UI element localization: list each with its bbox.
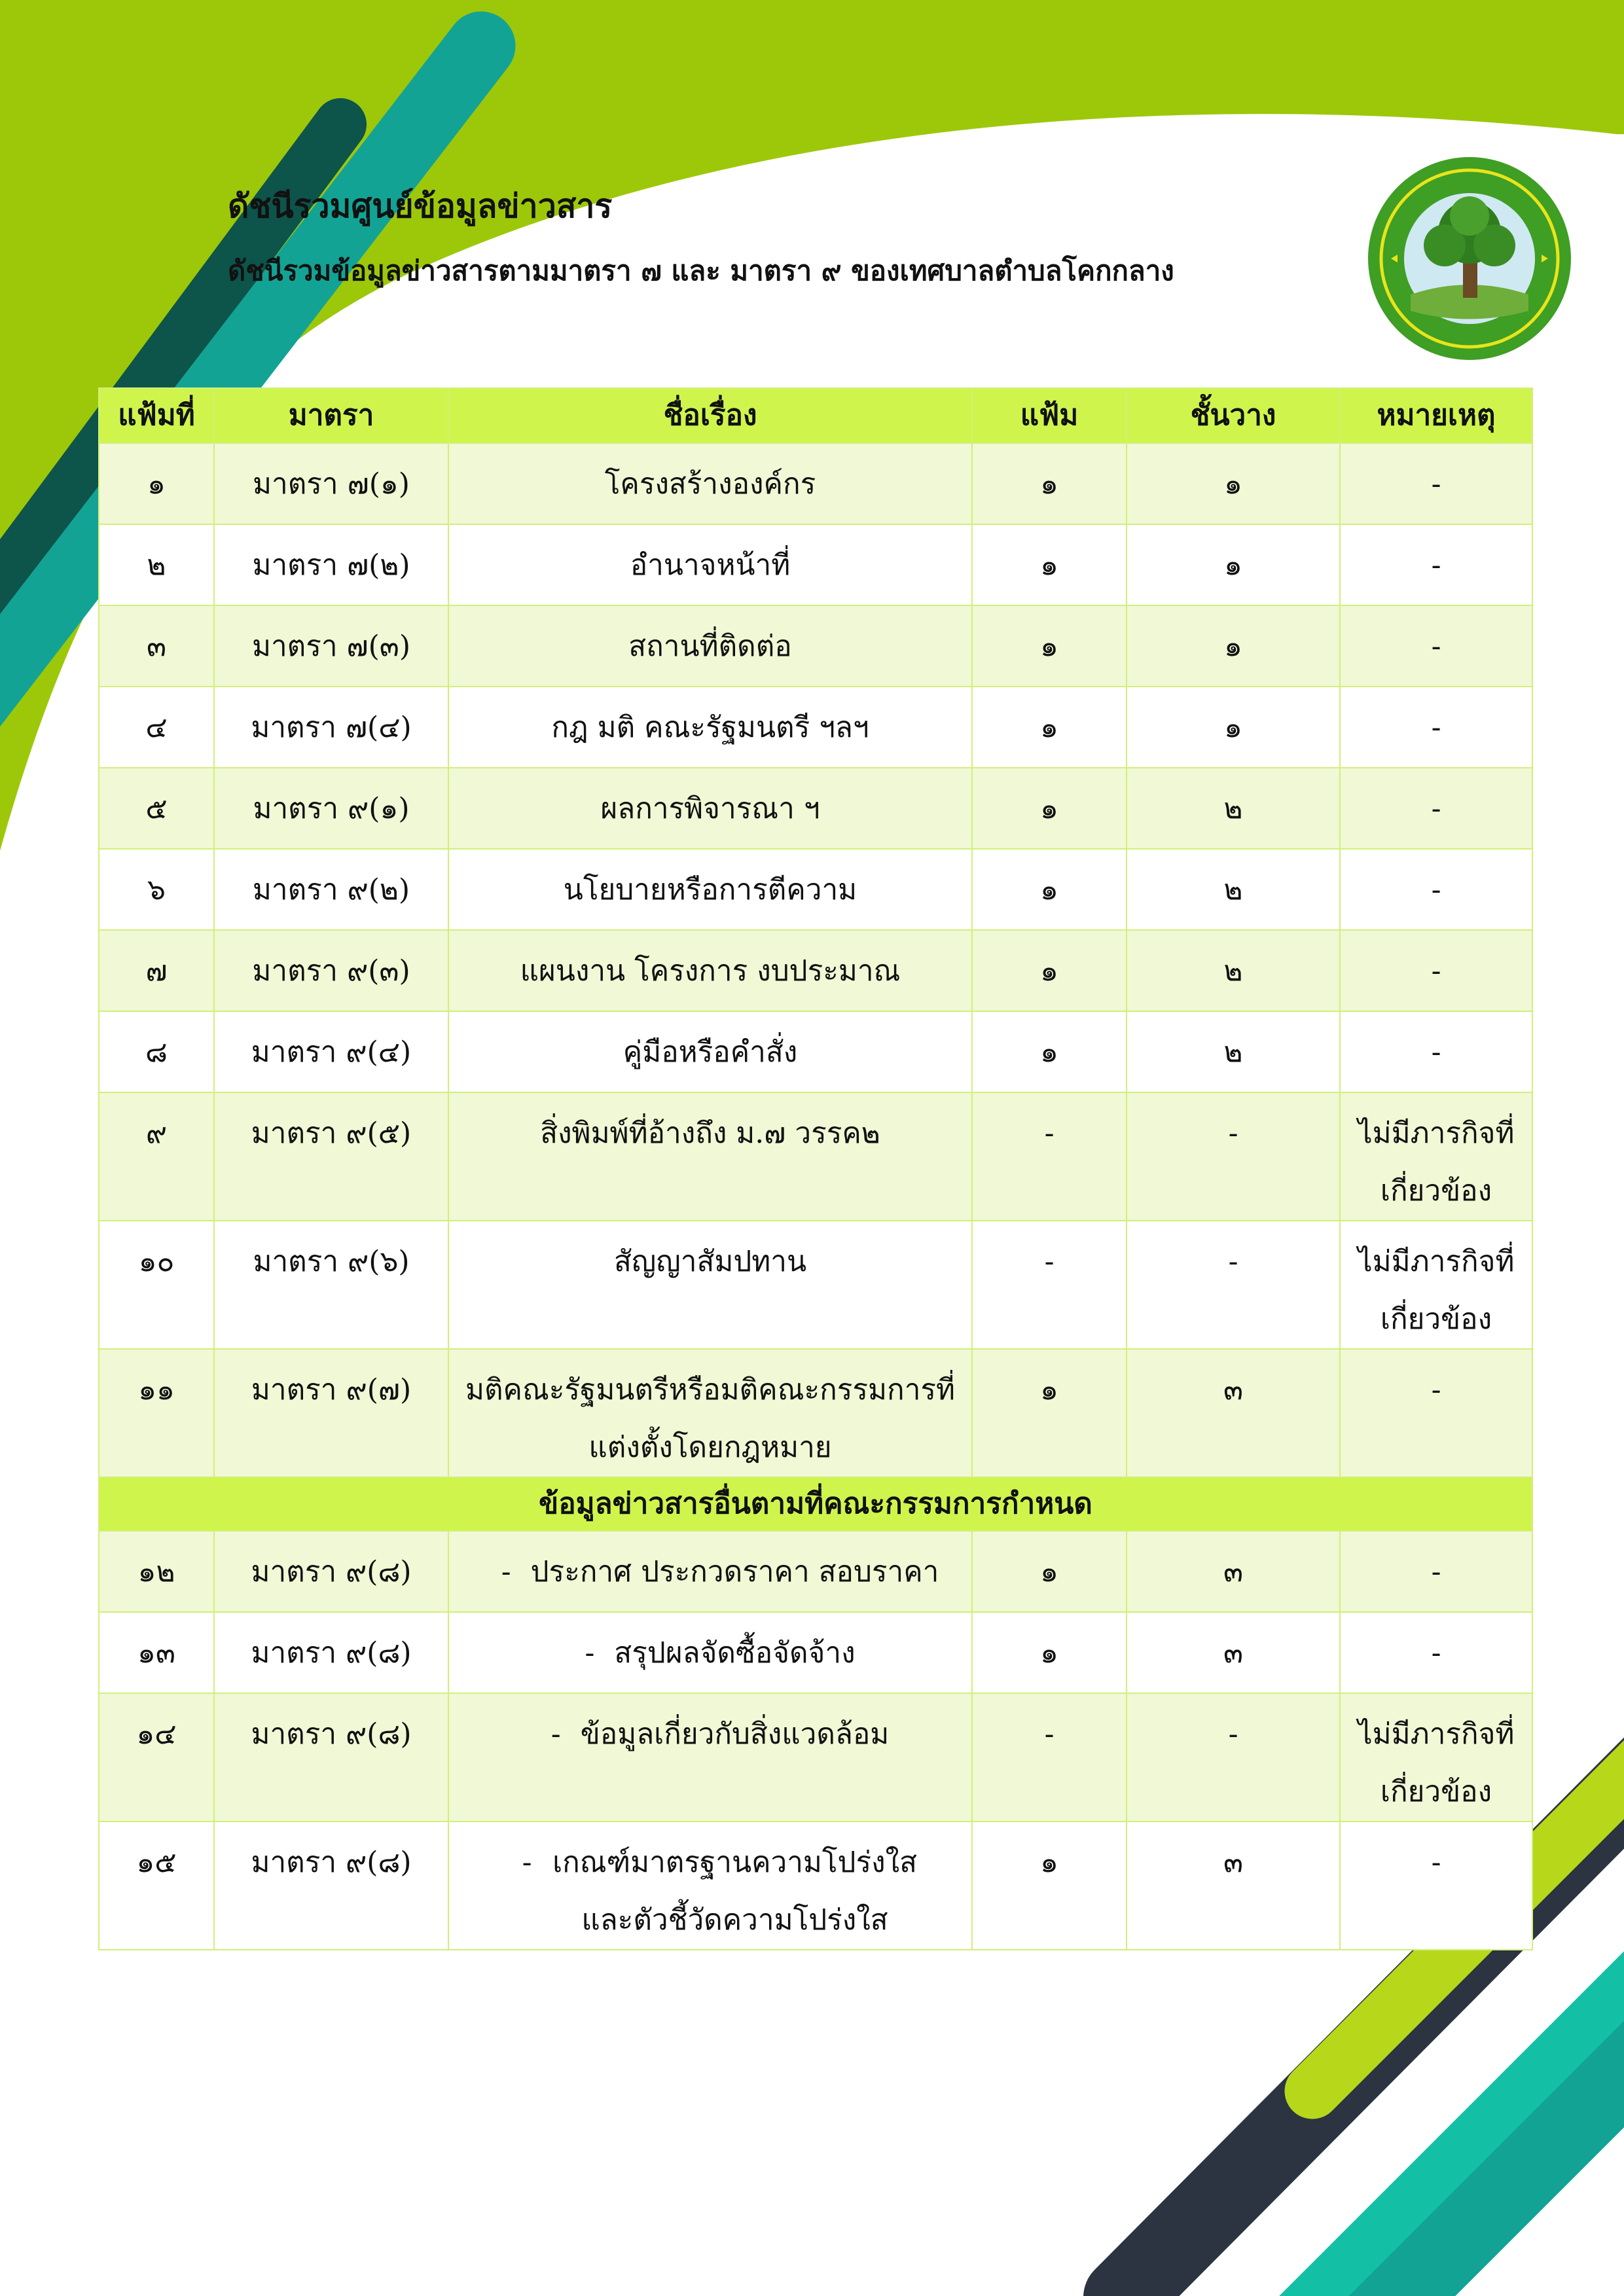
cell-note: -: [1340, 849, 1532, 930]
cell-no: ๑๐: [99, 1221, 214, 1349]
cell-shelf: ๓: [1127, 1612, 1340, 1693]
cell-note: ไม่มีภารกิจที่เกี่ยวข้อง: [1340, 1221, 1532, 1349]
header-shelf: ชั้นวาง: [1127, 388, 1340, 443]
cell-file: ๑: [972, 1011, 1127, 1092]
cell-file: ๑: [972, 1349, 1127, 1477]
cell-no: ๔: [99, 687, 214, 768]
page-subtitle: ดัชนีรวมข้อมูลข่าวสารตามมาตรา ๗ และ มาตรา ๙ ของเทศบาลตำบลโคกกลาง: [228, 255, 1174, 287]
table-row: [99, 1349, 1532, 1477]
bullet-dash: -: [501, 1555, 511, 1588]
table-row: [99, 768, 1532, 849]
cell-file: ๑: [972, 930, 1127, 1011]
cell-shelf: ๑: [1127, 443, 1340, 524]
cell-section: มาตรา ๙(๘): [214, 1693, 448, 1821]
cell-title: ผลการพิจารณา ฯ: [448, 768, 972, 849]
cell-title-text: ข้อมูลเกี่ยวกับสิ่งแวดล้อม: [580, 1717, 890, 1751]
header-title: ชื่อเรื่อง: [448, 388, 972, 443]
cell-note: -: [1340, 930, 1532, 1011]
cell-title-text: ประกาศ ประกวดราคา สอบราคา: [530, 1555, 939, 1588]
cell-title: สัญญาสัมปทาน: [448, 1221, 972, 1349]
cell-file: -: [972, 1221, 1127, 1349]
cell-note: -: [1340, 768, 1532, 849]
table-row: [99, 1612, 1532, 1693]
table-row: [99, 1821, 1532, 1950]
cell-section: มาตรา ๗(๑): [214, 443, 448, 524]
cell-note: -: [1340, 687, 1532, 768]
tree-seal-logo-icon: [1365, 154, 1574, 363]
cell-no: ๕: [99, 768, 214, 849]
bullet-dash: -: [522, 1846, 532, 1879]
table-row: [99, 1011, 1532, 1092]
table-row: [99, 1092, 1532, 1221]
cell-section: มาตรา ๙(๓): [214, 930, 448, 1011]
cell-file: ๑: [972, 524, 1127, 605]
cell-file: -: [972, 1092, 1127, 1221]
cell-title-text: สรุปผลจัดซื้อจัดจ้าง: [614, 1636, 856, 1670]
cell-section: มาตรา ๙(๗): [214, 1349, 448, 1477]
cell-shelf: ๑: [1127, 687, 1340, 768]
cell-note: -: [1340, 1531, 1532, 1612]
cell-file: ๑: [972, 605, 1127, 687]
bullet-dash: -: [550, 1717, 561, 1751]
cell-section: มาตรา ๙(๑): [214, 768, 448, 849]
cell-note: -: [1340, 605, 1532, 687]
cell-section: มาตรา ๗(๔): [214, 687, 448, 768]
cell-note: ไม่มีภารกิจที่เกี่ยวข้อง: [1340, 1092, 1532, 1221]
cell-title: โครงสร้างองค์กร: [448, 443, 972, 524]
section-heading-row: [99, 1477, 1532, 1531]
cell-section: มาตรา ๙(๘): [214, 1531, 448, 1612]
cell-section: มาตรา ๗(๓): [214, 605, 448, 687]
table-row: [99, 1693, 1532, 1821]
cell-note: -: [1340, 1612, 1532, 1693]
table-row: [99, 687, 1532, 768]
page-title: ดัชนีรวมศูนย์ข้อมูลข่าวสาร: [228, 187, 613, 225]
cell-note: -: [1340, 443, 1532, 524]
cell-shelf: ๓: [1127, 1821, 1340, 1950]
cell-title: [448, 1693, 972, 1821]
section-heading: ข้อมูลข่าวสารอื่นตามที่คณะกรรมการกำหนด: [99, 1477, 1532, 1531]
cell-file: ๑: [972, 849, 1127, 930]
cell-section: มาตรา ๗(๒): [214, 524, 448, 605]
cell-title: [448, 1612, 972, 1693]
cell-file: ๑: [972, 768, 1127, 849]
cell-title: อำนาจหน้าที่: [448, 524, 972, 605]
cell-no: ๘: [99, 1011, 214, 1092]
cell-shelf: -: [1127, 1092, 1340, 1221]
cell-no: ๗: [99, 930, 214, 1011]
cell-shelf: ๓: [1127, 1349, 1340, 1477]
table-row: [99, 1221, 1532, 1349]
cell-title: กฎ มติ คณะรัฐมนตรี ฯลฯ: [448, 687, 972, 768]
table-row: [99, 443, 1532, 524]
cell-title: นโยบายหรือการตีความ: [448, 849, 972, 930]
cell-section: มาตรา ๙(๘): [214, 1612, 448, 1693]
cell-title: สถานที่ติดต่อ: [448, 605, 972, 687]
cell-no: ๙: [99, 1092, 214, 1221]
cell-no: ๑๒: [99, 1531, 214, 1612]
cell-title: สิ่งพิมพ์ที่อ้างถึง ม.๗ วรรค๒: [448, 1092, 972, 1221]
cell-note: -: [1340, 524, 1532, 605]
cell-title: มติคณะรัฐมนตรีหรือมติคณะกรรมการที่แต่งตั้งโดยกฎหมาย: [448, 1349, 972, 1477]
table-row: [99, 1531, 1532, 1612]
header-note: หมายเหตุ: [1340, 388, 1532, 443]
cell-section: มาตรา ๙(๒): [214, 849, 448, 930]
cell-shelf: ๓: [1127, 1531, 1340, 1612]
index-table: [98, 387, 1533, 1950]
cell-shelf: ๑: [1127, 605, 1340, 687]
heading-block: [228, 183, 1174, 291]
cell-shelf: -: [1127, 1221, 1340, 1349]
cell-file: -: [972, 1693, 1127, 1821]
header-file: แฟ้ม: [972, 388, 1127, 443]
table-row: [99, 930, 1532, 1011]
header-section: มาตรา: [214, 388, 448, 443]
cell-file: ๑: [972, 687, 1127, 768]
cell-title: [448, 1531, 972, 1612]
cell-shelf: ๒: [1127, 930, 1340, 1011]
cell-no: ๑: [99, 443, 214, 524]
cell-no: ๑๕: [99, 1821, 214, 1950]
cell-shelf: ๒: [1127, 1011, 1340, 1092]
cell-file: ๑: [972, 1821, 1127, 1950]
cell-no: ๓: [99, 605, 214, 687]
cell-section: มาตรา ๙(๕): [214, 1092, 448, 1221]
header-file-no: แฟ้มที่: [99, 388, 214, 443]
cell-shelf: ๒: [1127, 849, 1340, 930]
cell-title: [448, 1821, 972, 1950]
cell-note: -: [1340, 1011, 1532, 1092]
cell-shelf: ๑: [1127, 524, 1340, 605]
cell-file: ๑: [972, 1612, 1127, 1693]
cell-note: -: [1340, 1349, 1532, 1477]
table-row: [99, 849, 1532, 930]
cell-section: มาตรา ๙(๖): [214, 1221, 448, 1349]
table-row: [99, 524, 1532, 605]
cell-no: ๑๔: [99, 1693, 214, 1821]
cell-title-text: เกณฑ์มาตรฐานความโปร่งใสและตัวชี้วัดความโปร่งใส: [552, 1846, 917, 1937]
cell-file: ๑: [972, 1531, 1127, 1612]
cell-title: คู่มือหรือคำสั่ง: [448, 1011, 972, 1092]
table-header-row: [99, 388, 1532, 443]
cell-note: ไม่มีภารกิจที่เกี่ยวข้อง: [1340, 1693, 1532, 1821]
cell-no: ๑๑: [99, 1349, 214, 1477]
cell-file: ๑: [972, 443, 1127, 524]
table-row: [99, 605, 1532, 687]
cell-section: มาตรา ๙(๔): [214, 1011, 448, 1092]
cell-no: ๒: [99, 524, 214, 605]
cell-no: ๑๓: [99, 1612, 214, 1693]
cell-section: มาตรา ๙(๘): [214, 1821, 448, 1950]
cell-shelf: -: [1127, 1693, 1340, 1821]
cell-no: ๖: [99, 849, 214, 930]
cell-shelf: ๒: [1127, 768, 1340, 849]
cell-title: แผนงาน โครงการ งบประมาณ: [448, 930, 972, 1011]
bullet-dash: -: [585, 1636, 595, 1670]
cell-note: -: [1340, 1821, 1532, 1950]
